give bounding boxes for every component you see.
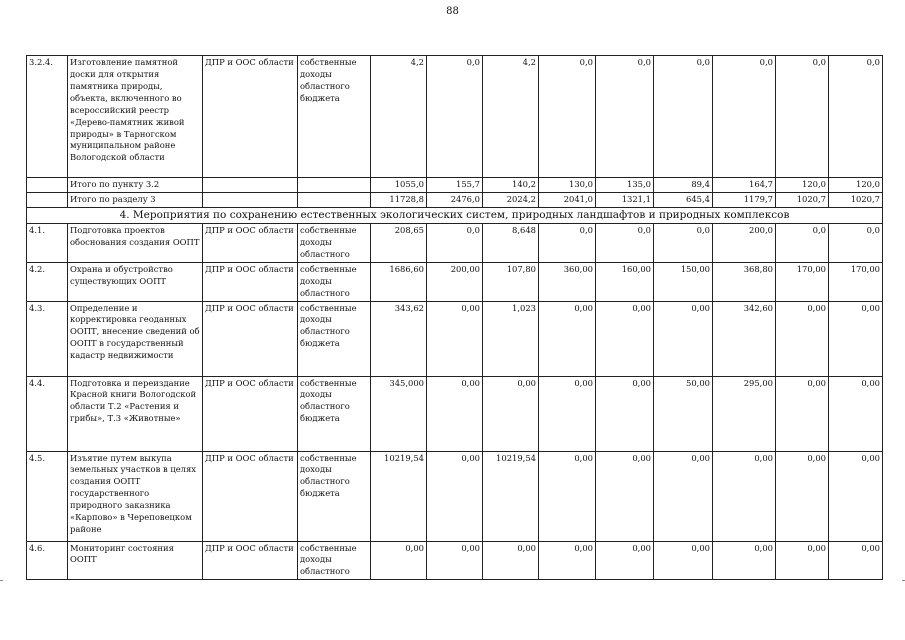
value-cell: 2041,0	[539, 193, 596, 208]
value-cell: 0,00	[654, 301, 713, 376]
row-code	[27, 178, 68, 193]
value-cell: 160,00	[596, 262, 654, 301]
table-row	[27, 301, 883, 376]
value-cell: 1020,7	[776, 193, 829, 208]
row-executor: ДПР и ООС области	[203, 451, 298, 541]
value-cell: 1020,7	[829, 193, 883, 208]
value-cell: 0,00	[483, 376, 539, 451]
value-cell: 0,00	[776, 376, 829, 451]
value-cell: 0,0	[829, 224, 883, 263]
row-source: собственные доходы областного бюджета	[298, 301, 371, 376]
row-name: Изготовление памятной доски для открытия памятника природы, объекта, включенного во всероссийский реестр «Дерево-памятник живой природы» в Тарногском муниципальном районе Вологодской области	[68, 56, 203, 178]
row-source	[298, 193, 371, 208]
value-cell: 0,00	[776, 301, 829, 376]
value-cell: 2024,2	[483, 193, 539, 208]
table-row	[27, 376, 883, 451]
value-cell: 0,0	[539, 56, 596, 178]
value-cell: 0,00	[427, 301, 483, 376]
value-cell: 11728,8	[371, 193, 427, 208]
row-code: 4.6.	[27, 541, 68, 580]
section-heading: 4. Мероприятия по сохранению естественных экологических систем, природных ландшафтов и природных комплексов	[27, 208, 883, 224]
value-cell: 208,65	[371, 224, 427, 263]
value-cell: 120,0	[776, 178, 829, 193]
value-cell: 0,00	[539, 376, 596, 451]
value-cell: 342,60	[713, 301, 776, 376]
value-cell: 0,00	[829, 541, 883, 580]
row-name: Определение и корректировка геоданных ООПТ, внесение сведений об ООПТ в государственный кадастр недвижимости	[68, 301, 203, 376]
page-number: 88	[446, 6, 459, 17]
row-code: 4.5.	[27, 451, 68, 541]
table-row	[27, 262, 883, 301]
value-cell: 1321,1	[596, 193, 654, 208]
value-cell: 0,00	[596, 451, 654, 541]
value-cell: 10219,54	[483, 451, 539, 541]
value-cell: 0,00	[713, 451, 776, 541]
value-cell: 155,7	[427, 178, 483, 193]
value-cell: 0,00	[427, 451, 483, 541]
value-cell: 0,00	[713, 541, 776, 580]
value-cell: 0,00	[539, 301, 596, 376]
budget-table	[26, 55, 883, 580]
row-executor: ДПР и ООС области	[203, 301, 298, 376]
value-cell: 1055,0	[371, 178, 427, 193]
row-code: 4.3.	[27, 301, 68, 376]
row-source: собственные доходы областного бюджета	[298, 451, 371, 541]
value-cell: 107,80	[483, 262, 539, 301]
value-cell: 0,00	[539, 451, 596, 541]
row-source: собственные доходы областного бюджета	[298, 56, 371, 178]
value-cell: 0,00	[654, 541, 713, 580]
row-name: Итого по пункту 3.2	[68, 178, 203, 193]
value-cell: 10219,54	[371, 451, 427, 541]
row-source: собственные доходы областного	[298, 262, 371, 301]
value-cell: 2476,0	[427, 193, 483, 208]
table-row	[27, 193, 883, 208]
value-cell: 0,00	[776, 541, 829, 580]
row-name: Изъятие путем выкупа земельных участков в целях создания ООПТ государственного природного заказника «Карпово» в Череповецком районе	[68, 451, 203, 541]
value-cell: 0,0	[829, 56, 883, 178]
value-cell: 0,00	[427, 376, 483, 451]
value-cell: 0,00	[654, 451, 713, 541]
table-row	[27, 541, 883, 580]
value-cell: 0,00	[483, 541, 539, 580]
row-name: Подготовка проектов обоснования создания ООПТ	[68, 224, 203, 263]
value-cell: 0,00	[829, 376, 883, 451]
value-cell: 0,0	[596, 56, 654, 178]
value-cell: 0,00	[776, 451, 829, 541]
value-cell: 0,0	[427, 224, 483, 263]
row-code: 4.2.	[27, 262, 68, 301]
row-executor: ДПР и ООС области	[203, 224, 298, 263]
value-cell: 0,0	[596, 224, 654, 263]
value-cell: 50,00	[654, 376, 713, 451]
value-cell: 0,00	[596, 541, 654, 580]
table-row	[27, 451, 883, 541]
value-cell: 4,2	[483, 56, 539, 178]
value-cell: 360,00	[539, 262, 596, 301]
value-cell: 200,00	[427, 262, 483, 301]
value-cell: 89,4	[654, 178, 713, 193]
row-source: собственные доходы областного бюджета	[298, 376, 371, 451]
value-cell: 368,80	[713, 262, 776, 301]
table-row	[27, 56, 883, 178]
row-executor: ДПР и ООС области	[203, 376, 298, 451]
value-cell: 0,0	[654, 56, 713, 178]
value-cell: 1686,60	[371, 262, 427, 301]
value-cell: 0,00	[596, 301, 654, 376]
row-executor: ДПР и ООС области	[203, 56, 298, 178]
row-name: Подготовка и переиздание Красной книги Вологодской области Т.2 «Растения и грибы», Т.3 «Животные»	[68, 376, 203, 451]
value-cell: 4,2	[371, 56, 427, 178]
value-cell: 0,0	[654, 224, 713, 263]
row-code: 4.4.	[27, 376, 68, 451]
value-cell: 0,0	[539, 224, 596, 263]
value-cell: 8,648	[483, 224, 539, 263]
section-row	[27, 208, 883, 224]
row-code: 4.1.	[27, 224, 68, 263]
value-cell: 130,0	[539, 178, 596, 193]
value-cell: 1179,7	[713, 193, 776, 208]
value-cell: 645,4	[654, 193, 713, 208]
value-cell: 0,00	[829, 451, 883, 541]
value-cell: 0,0	[713, 56, 776, 178]
value-cell: 345,000	[371, 376, 427, 451]
row-executor: ДПР и ООС области	[203, 541, 298, 580]
value-cell: 170,00	[776, 262, 829, 301]
table-row	[27, 178, 883, 193]
row-name: Итого по разделу 3	[68, 193, 203, 208]
row-source: собственные доходы областного	[298, 541, 371, 580]
row-code: 3.2.4.	[27, 56, 68, 178]
row-source: собственные доходы областного	[298, 224, 371, 263]
value-cell: 1,023	[483, 301, 539, 376]
value-cell: 343,62	[371, 301, 427, 376]
scan-edge-mark	[0, 580, 3, 581]
value-cell: 120,0	[829, 178, 883, 193]
value-cell: 0,0	[776, 224, 829, 263]
value-cell: 0,00	[829, 301, 883, 376]
row-name: Мониторинг состояния ООПТ	[68, 541, 203, 580]
value-cell: 170,00	[829, 262, 883, 301]
row-source	[298, 178, 371, 193]
value-cell: 135,0	[596, 178, 654, 193]
value-cell: 0,0	[776, 56, 829, 178]
value-cell: 140,2	[483, 178, 539, 193]
row-name: Охрана и обустройство существующих ООПТ	[68, 262, 203, 301]
row-executor	[203, 178, 298, 193]
table-row	[27, 224, 883, 263]
value-cell: 164,7	[713, 178, 776, 193]
row-executor: ДПР и ООС области	[203, 262, 298, 301]
value-cell: 200,0	[713, 224, 776, 263]
value-cell: 150,00	[654, 262, 713, 301]
value-cell: 0,0	[427, 56, 483, 178]
value-cell: 295,00	[713, 376, 776, 451]
row-executor	[203, 193, 298, 208]
table-body	[27, 56, 883, 580]
row-code	[27, 193, 68, 208]
value-cell: 0,00	[539, 541, 596, 580]
value-cell: 0,00	[371, 541, 427, 580]
value-cell: 0,00	[427, 541, 483, 580]
value-cell: 0,00	[596, 376, 654, 451]
